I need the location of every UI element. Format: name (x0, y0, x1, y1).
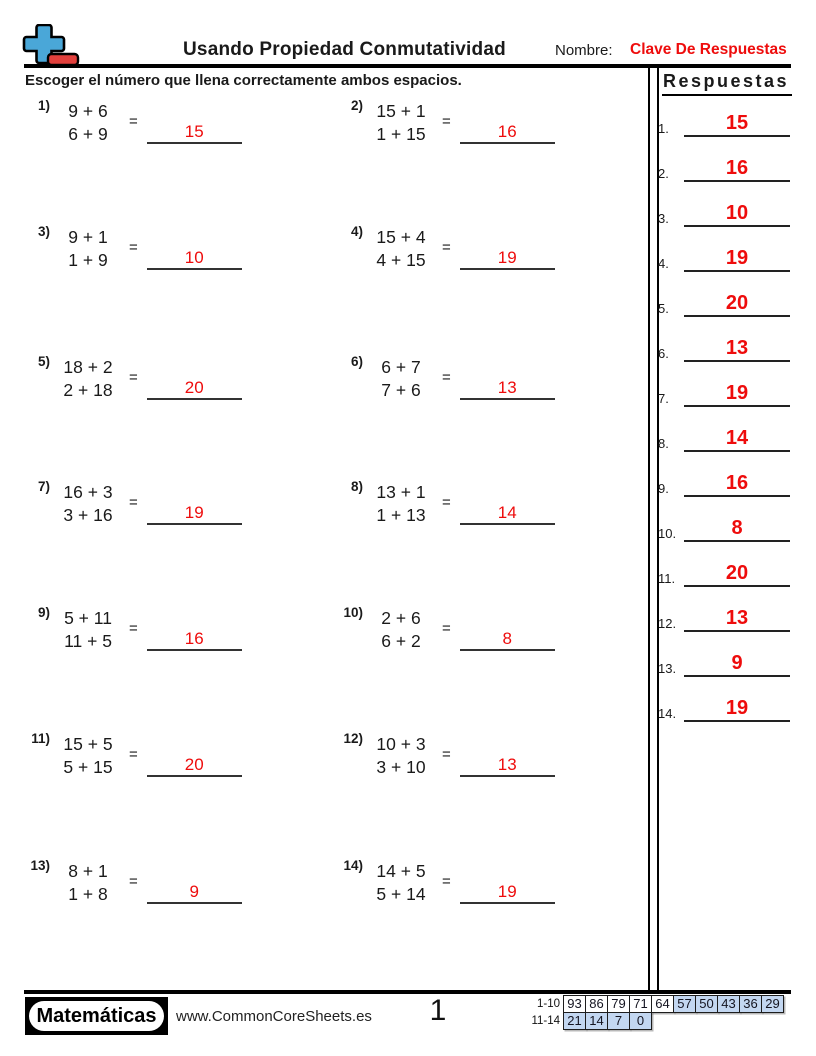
answer-key-row (658, 197, 792, 227)
equals-sign: = (442, 746, 451, 763)
answer-key-value: 19 (725, 697, 749, 719)
expression-top: 8 + 1 (68, 861, 108, 881)
expression-top: 6 + 7 (381, 357, 421, 377)
answer-number: 3. (658, 211, 669, 226)
problem-answer: 16 (184, 629, 204, 648)
problem-number: 6) (350, 354, 363, 369)
score-cell: 43 (717, 995, 740, 1013)
header-divider (24, 64, 791, 68)
expression-top: 10 + 3 (376, 734, 426, 754)
answer-key-row (658, 512, 792, 542)
answer-key-blank[interactable] (684, 555, 790, 587)
problem-number: 14) (343, 858, 363, 873)
answer-blank[interactable] (460, 876, 555, 904)
answer-number: 1. (658, 121, 669, 136)
problem-number: 11) (31, 731, 50, 746)
answer-key-blank[interactable] (684, 240, 790, 272)
problem-answer: 8 (502, 629, 512, 648)
equals-sign: = (442, 369, 451, 386)
score-cell: 64 (651, 995, 674, 1013)
student-name-value: Clave De Respuestas (630, 41, 787, 58)
problem (22, 226, 242, 278)
answer-key-row (658, 287, 792, 317)
expression-top: 18 + 2 (63, 357, 113, 377)
score-cell: 79 (607, 995, 630, 1013)
answer-number: 6. (658, 346, 669, 361)
answer-blank[interactable] (460, 242, 555, 270)
problem (22, 733, 242, 785)
equals-sign: = (129, 873, 138, 890)
problem-number: 2) (350, 98, 363, 113)
expression-bottom: 1 + 9 (68, 250, 108, 270)
score-row-label: 1-10 (536, 998, 560, 1010)
expression-stack (57, 481, 119, 527)
problem-answer: 13 (497, 755, 517, 774)
answer-blank[interactable] (460, 497, 555, 525)
problem (335, 100, 555, 152)
website-link[interactable]: www.CommonCoreSheets.es (176, 1008, 372, 1025)
score-cell: 7 (607, 1012, 630, 1030)
equals-sign: = (129, 620, 138, 637)
problem (22, 100, 242, 152)
score-cell: 57 (673, 995, 696, 1013)
answer-key-blank[interactable] (684, 420, 790, 452)
answer-key-blank[interactable] (684, 645, 790, 677)
expression-bottom: 3 + 10 (376, 757, 426, 777)
expression-stack (57, 100, 119, 146)
answer-blank[interactable] (460, 749, 555, 777)
problem (335, 226, 555, 278)
equals-sign: = (129, 369, 138, 386)
expression-stack (57, 356, 119, 402)
expression-stack (57, 733, 119, 779)
problem (335, 481, 555, 533)
problem (22, 860, 242, 912)
answer-number: 4. (658, 256, 669, 271)
problem-number: 9) (37, 605, 50, 620)
expression-bottom: 1 + 8 (68, 884, 108, 904)
score-cell: 14 (585, 1012, 608, 1030)
equals-sign: = (442, 113, 451, 130)
equals-sign: = (129, 746, 138, 763)
answer-key-row (658, 422, 792, 452)
answer-key-blank[interactable] (684, 690, 790, 722)
answer-key-value: 13 (725, 337, 749, 359)
equals-sign: = (129, 113, 138, 130)
problem (22, 356, 242, 408)
answer-key-row (658, 332, 792, 362)
answer-blank[interactable] (460, 116, 555, 144)
answer-key-value: 19 (725, 382, 749, 404)
answer-blank[interactable] (147, 242, 242, 270)
answer-number: 14. (658, 706, 677, 721)
expression-stack (370, 860, 432, 906)
equals-sign: = (442, 239, 451, 256)
score-cell: 71 (629, 995, 652, 1013)
brand-label: Matemáticas (36, 1004, 157, 1027)
expression-bottom: 6 + 2 (381, 631, 421, 651)
expression-stack (370, 733, 432, 779)
score-cell: 0 (629, 1012, 652, 1030)
answer-key-value: 20 (725, 292, 749, 314)
score-cell: 86 (585, 995, 608, 1013)
answer-blank[interactable] (460, 372, 555, 400)
score-cell: 36 (739, 995, 762, 1013)
problem (335, 356, 555, 408)
answer-key-value: 16 (725, 472, 749, 494)
answer-blank[interactable] (147, 372, 242, 400)
expression-top: 13 + 1 (376, 482, 426, 502)
answer-key-blank[interactable] (684, 465, 790, 497)
expression-top: 9 + 6 (68, 101, 108, 121)
equals-sign: = (129, 494, 138, 511)
answer-key-title: Respuestas (662, 71, 792, 96)
expression-top: 15 + 4 (376, 227, 426, 247)
answer-number: 13. (658, 661, 677, 676)
problem (335, 607, 555, 659)
score-cell: 93 (563, 995, 586, 1013)
expression-bottom: 3 + 16 (63, 505, 113, 525)
expression-bottom: 4 + 15 (376, 250, 426, 270)
answer-blank[interactable] (147, 749, 242, 777)
score-row-label: 11-14 (531, 1015, 560, 1027)
score-cell: 50 (695, 995, 718, 1013)
problem (335, 860, 555, 912)
problem-number: 5) (37, 354, 50, 369)
expression-top: 9 + 1 (68, 227, 108, 247)
answer-number: 7. (658, 391, 669, 406)
problem (22, 607, 242, 659)
answer-key-value: 8 (731, 517, 743, 539)
expression-stack (57, 226, 119, 272)
equals-sign: = (129, 239, 138, 256)
answer-key-row (658, 602, 792, 632)
problem-answer: 16 (497, 122, 517, 141)
answer-key-row (658, 152, 792, 182)
expression-stack (370, 100, 432, 146)
problem-answer: 13 (497, 378, 517, 397)
answer-number: 12. (658, 616, 677, 631)
instruction-text: Escoger el número que llena correctamente ambos espacios. (25, 72, 462, 89)
answer-key-value: 10 (725, 202, 749, 224)
score-cell: 29 (761, 995, 784, 1013)
answer-key-blank[interactable] (684, 195, 790, 227)
expression-stack (57, 607, 119, 653)
answer-key-value: 13 (725, 607, 749, 629)
score-cell: 21 (563, 1012, 586, 1030)
brand-badge (25, 997, 168, 1035)
problem-number: 13) (30, 858, 50, 873)
answer-number: 10. (658, 526, 677, 541)
problem-answer: 20 (184, 378, 204, 397)
page-title: Usando Propiedad Conmutatividad (183, 39, 506, 60)
problem-number: 12) (343, 731, 363, 746)
expression-top: 15 + 1 (376, 101, 426, 121)
problem-number: 4) (350, 224, 363, 239)
answer-key-blank[interactable] (684, 375, 790, 407)
answer-blank[interactable] (147, 497, 242, 525)
answer-key-blank[interactable] (684, 285, 790, 317)
answer-blank[interactable] (147, 116, 242, 144)
answer-number: 5. (658, 301, 669, 316)
problem-answer: 15 (184, 122, 204, 141)
expression-bottom: 2 + 18 (63, 380, 113, 400)
answer-key-row (658, 377, 792, 407)
problem-number: 8) (350, 479, 363, 494)
problem-number: 3) (37, 224, 50, 239)
expression-bottom: 6 + 9 (68, 124, 108, 144)
expression-top: 16 + 3 (63, 482, 113, 502)
answer-number: 11. (658, 571, 676, 586)
plus-minus-icon (22, 24, 82, 68)
problem (335, 733, 555, 785)
answer-key-blank[interactable] (684, 330, 790, 362)
answer-number: 9. (658, 481, 669, 496)
score-row (498, 1012, 652, 1030)
answer-key-value: 20 (725, 562, 749, 584)
problem-answer: 20 (184, 755, 204, 774)
answer-number: 8. (658, 436, 669, 451)
expression-top: 14 + 5 (376, 861, 426, 881)
answer-key-blank[interactable] (684, 600, 790, 632)
expression-stack (370, 226, 432, 272)
problem-number: 7) (37, 479, 50, 494)
answer-key-value: 19 (725, 247, 749, 269)
expression-bottom: 1 + 15 (376, 124, 426, 144)
expression-bottom: 7 + 6 (381, 380, 421, 400)
answer-number: 2. (658, 166, 669, 181)
answer-blank[interactable] (460, 623, 555, 651)
expression-bottom: 5 + 14 (376, 884, 426, 904)
expression-top: 15 + 5 (63, 734, 113, 754)
problem-answer: 10 (184, 248, 204, 267)
problem-answer: 19 (497, 882, 517, 901)
answer-key-row (658, 467, 792, 497)
answer-key-value: 14 (725, 427, 749, 449)
problem-number: 1) (37, 98, 50, 113)
equals-sign: = (442, 620, 451, 637)
problem-answer: 19 (184, 503, 204, 522)
problem (22, 481, 242, 533)
answer-key-row (658, 242, 792, 272)
expression-top: 2 + 6 (381, 608, 421, 628)
problem-answer: 9 (189, 882, 199, 901)
expression-top: 5 + 11 (64, 608, 112, 628)
name-label: Nombre: (555, 42, 613, 59)
answer-key-row (658, 107, 792, 137)
expression-stack (370, 607, 432, 653)
answer-key-row (658, 647, 792, 677)
answer-key-value: 9 (731, 652, 743, 674)
expression-stack (370, 356, 432, 402)
problem-answer: 14 (497, 503, 517, 522)
expression-stack (370, 481, 432, 527)
answer-key-value: 15 (725, 112, 749, 134)
problem-number: 10) (343, 605, 363, 620)
expression-stack (57, 860, 119, 906)
expression-bottom: 1 + 13 (376, 505, 426, 525)
answer-blank[interactable] (147, 876, 242, 904)
answer-blank[interactable] (147, 623, 242, 651)
equals-sign: = (442, 494, 451, 511)
answer-key-blank[interactable] (684, 105, 790, 137)
answer-key-row (658, 557, 792, 587)
equals-sign: = (442, 873, 451, 890)
expression-bottom: 11 + 5 (64, 631, 112, 651)
problem-answer: 19 (497, 248, 517, 267)
answer-key-value: 16 (725, 157, 749, 179)
expression-bottom: 5 + 15 (63, 757, 113, 777)
score-row (498, 995, 784, 1013)
answer-key-blank[interactable] (684, 150, 790, 182)
answer-key-blank[interactable] (684, 510, 790, 542)
page-number: 1 (429, 994, 447, 1027)
answer-key-row (658, 692, 792, 722)
